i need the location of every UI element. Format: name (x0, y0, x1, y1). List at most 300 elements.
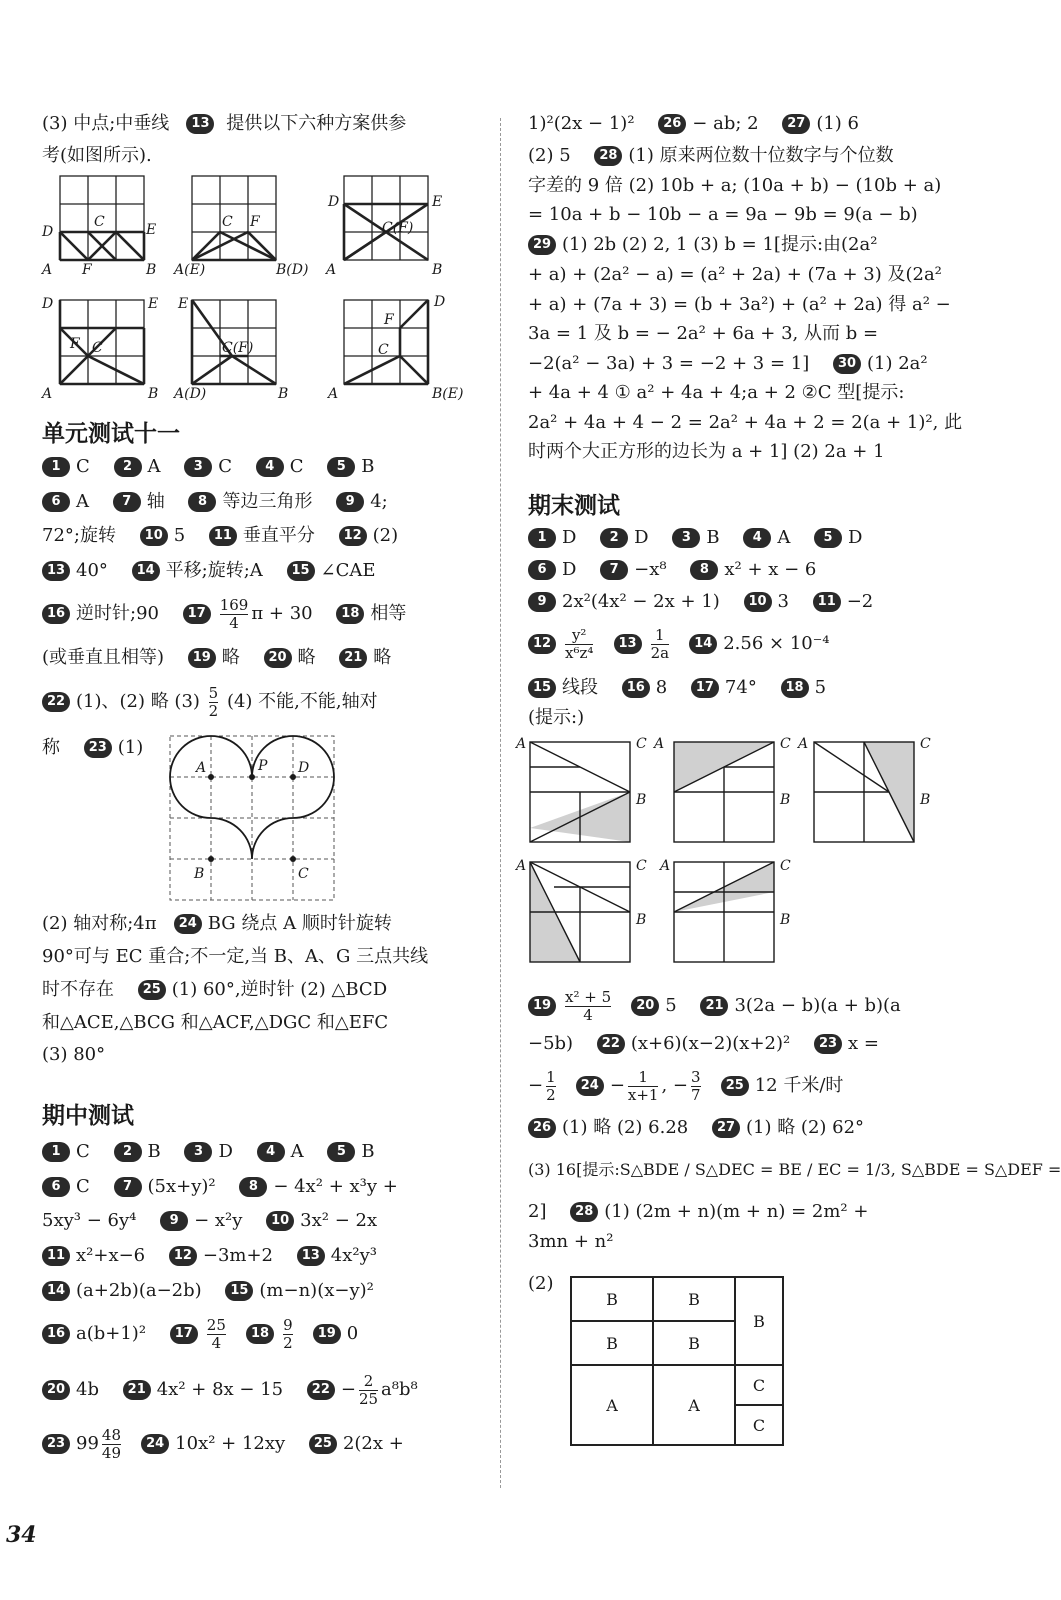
grid-cell: B (571, 1321, 653, 1365)
answer-text: − (609, 1075, 625, 1096)
answer-text: 0 (346, 1323, 359, 1344)
heart-figure (168, 734, 336, 907)
hint-figures (514, 734, 954, 979)
question-number-badge: 30 (833, 354, 861, 374)
question-number-badge: 13 (186, 114, 214, 134)
answer-text: (m−n)(x−y)² (259, 1280, 374, 1301)
answer-row (42, 1175, 398, 1199)
answer-text: x²+x−6 (76, 1245, 146, 1266)
denominator: 2a (650, 643, 670, 662)
question-number-badge: 12 (339, 526, 367, 546)
svg-text:B: B (432, 262, 443, 278)
denominator: 2 (283, 1333, 293, 1352)
svg-text:E: E (432, 194, 443, 210)
question-number-badge: 4 (257, 1142, 285, 1162)
numerator: 9 (283, 1315, 293, 1334)
question-number-badge: 19 (528, 996, 556, 1016)
answer-text: −3m+2 (202, 1245, 274, 1266)
answer-row (528, 352, 928, 376)
question-number-badge: 16 (42, 604, 70, 624)
question-number-badge: 3 (184, 1142, 212, 1162)
svg-text:P: P (258, 758, 268, 774)
answer-text: (1) 略 (2) 62° (745, 1117, 865, 1138)
question-number-badge: 18 (336, 604, 364, 624)
answer-text: D (634, 527, 649, 548)
text-line: 字差的 9 倍 (2) 10b + a; (10a + b) − (10b + a) (528, 175, 942, 196)
svg-text:F: F (384, 312, 394, 328)
answer-text: 时不存在 (42, 979, 114, 1000)
text-line: 90°可与 EC 重合;不一定,当 B、A、G 三点共线 (42, 946, 429, 967)
area-grid-table (570, 1276, 784, 1446)
question-number-badge: 19 (313, 1324, 341, 1344)
answer-text: (或垂直且相等) (42, 647, 165, 668)
answer-text: 2x²(4x² − 2x + 1) (562, 591, 720, 612)
grid-figures-svg (42, 172, 472, 404)
answer-text: D (218, 1141, 233, 1162)
answer-text: −x⁸ (634, 559, 667, 580)
question-number-badge: 9 (160, 1211, 188, 1231)
answer-row (528, 676, 826, 700)
question-number-badge: 20 (42, 1380, 70, 1400)
question-number-badge: 24 (576, 1076, 604, 1096)
answer-row (528, 626, 829, 662)
answer-text: S△BDE / S△DEC = BE / EC = 1/3, S△BDE = S△DEF = (619, 1160, 1061, 1179)
svg-text:C: C (636, 858, 647, 874)
text-line: + 4a + 4 ① a² + 4a + 4;a + 2 ②C 型[提示: (528, 382, 905, 403)
area-grid-figure (570, 1276, 784, 1446)
answer-text: 4x²y³ (330, 1245, 377, 1266)
answer-row (528, 1200, 868, 1224)
answer-row (42, 559, 376, 583)
answer-text: D (848, 527, 863, 548)
answer-text: 40° (76, 560, 108, 581)
text-line: 3a = 1 及 b = − 2a² + 6a + 3, 从而 b = (528, 323, 879, 344)
denominator: x⁶z⁴ (565, 643, 594, 662)
question-number-badge: 7 (113, 492, 141, 512)
denominator: 4 (207, 1334, 226, 1352)
answer-text: 4; (370, 491, 388, 512)
svg-text:C: C (94, 214, 105, 230)
svg-text:A: A (516, 736, 527, 752)
question-number-badge: 12 (528, 634, 556, 654)
question-number-badge: 21 (123, 1380, 151, 1400)
question-number-badge: 21 (700, 996, 728, 1016)
svg-text:A: A (196, 760, 207, 776)
svg-text:B: B (194, 866, 205, 882)
question-number-badge: 25 (309, 1434, 337, 1454)
question-number-badge: 6 (42, 1177, 70, 1197)
question-number-badge: 4 (256, 457, 284, 477)
fraction (102, 1427, 121, 1462)
answer-text: (3) 中点;中垂线 (42, 113, 170, 134)
answer-text: 5 (814, 677, 827, 698)
question-number-badge: 29 (528, 235, 556, 255)
answer-row (42, 1426, 404, 1462)
denominator: 49 (101, 1443, 121, 1462)
numerator: x² + 5 (565, 987, 612, 1006)
answer-text: x² + x − 6 (724, 559, 817, 580)
answer-text: A (76, 491, 89, 512)
numerator: 1 (638, 1067, 648, 1086)
answer-text: B (361, 456, 375, 477)
answer-text: (2) 轴对称;4π (42, 913, 157, 934)
svg-text:A: A (660, 858, 671, 874)
text-line: 时两个大正方形的边长为 a + 1] (2) 2a + 1 (528, 441, 885, 462)
question-number-badge: 23 (814, 1034, 842, 1054)
answer-text: D (562, 559, 577, 580)
answer-text: 线段 (562, 677, 598, 698)
question-number-badge: 2 (114, 457, 142, 477)
answer-text: 平移;旋转;A (165, 560, 263, 581)
question-number-badge: 27 (782, 114, 810, 134)
answer-text: 5 (665, 995, 677, 1016)
answer-text: − ab; 2 (692, 113, 759, 134)
question-number-badge: 6 (528, 560, 556, 580)
answer-row (528, 590, 873, 614)
question-number-badge: 5 (814, 528, 842, 548)
question-number-badge: 6 (42, 492, 70, 512)
answer-row (528, 558, 816, 582)
answer-text: C (76, 1176, 90, 1197)
answer-row (42, 524, 398, 548)
text-line: + a) + (7a + 3) = (b + 3a²) + (a² + 2a) 得 a² − (528, 294, 951, 315)
question-number-badge: 17 (691, 678, 719, 698)
answer-text: 2(2x + (342, 1433, 404, 1454)
text-line (42, 112, 406, 136)
answer-row (42, 1316, 358, 1352)
fraction (565, 627, 593, 662)
question-number-badge: 11 (209, 526, 237, 546)
answer-text: a(b+1)² (76, 1323, 147, 1344)
svg-text:B: B (780, 792, 791, 808)
answer-text: 12 千米/时 (754, 1075, 844, 1096)
answer-text: C (218, 456, 233, 477)
question-number-badge: 9 (336, 492, 364, 512)
question-number-badge: 5 (327, 457, 355, 477)
answer-text: D (562, 527, 577, 548)
answer-text: 略 (297, 647, 316, 668)
svg-text:B(D): B(D) (276, 262, 309, 278)
fraction (283, 1317, 293, 1352)
answer-row (42, 1372, 418, 1408)
fraction (691, 1069, 701, 1104)
text-line: (3) 80° (42, 1044, 106, 1065)
question-number-badge: 21 (339, 648, 367, 668)
answer-text: , − (661, 1075, 689, 1096)
page-number: 34 (6, 1522, 37, 1548)
answer-text: A (147, 456, 161, 477)
question-number-badge: 16 (42, 1324, 70, 1344)
question-number-badge: 17 (183, 604, 211, 624)
grid-cell: C (735, 1365, 783, 1405)
svg-text:C: C (780, 858, 791, 874)
fraction (565, 989, 611, 1024)
svg-text:A: A (326, 262, 337, 278)
answer-row (42, 912, 392, 936)
answer-text: π + 30 (251, 603, 313, 624)
question-number-badge: 18 (781, 678, 809, 698)
answer-text: −2 (846, 591, 874, 612)
question-number-badge: 22 (42, 692, 70, 712)
question-number-badge: 13 (297, 1246, 325, 1266)
answer-text: − (340, 1379, 356, 1400)
svg-text:C(F): C(F) (222, 340, 254, 356)
answer-text: 72°;旋转 (42, 525, 116, 546)
numerator: 1 (655, 625, 665, 644)
answer-text: (x+6)(x−2)(x+2)² (630, 1033, 791, 1054)
text-line: (2) (528, 1273, 554, 1294)
svg-text:A: A (328, 386, 339, 402)
answer-text: x = (847, 1033, 879, 1054)
question-number-badge: 1 (42, 457, 70, 477)
question-number-badge: 15 (225, 1281, 253, 1301)
grid-cell: B (571, 1277, 653, 1321)
answer-text: (2) 5 (528, 145, 571, 166)
answer-text: (3) 16[提示: (528, 1160, 620, 1179)
denominator: 2 (546, 1085, 556, 1104)
answer-text: 略 (221, 647, 240, 668)
svg-text:B: B (636, 792, 647, 808)
answer-text: 8 (655, 677, 668, 698)
question-number-badge: 25 (721, 1076, 749, 1096)
section-title: 期中测试 (42, 1103, 134, 1129)
answer-text: 提供以下六种方案供参 (226, 113, 407, 134)
answer-row (42, 490, 388, 514)
svg-text:B: B (148, 386, 159, 402)
answer-text: (1) 6 (816, 113, 859, 134)
numerator: 48 (101, 1425, 121, 1444)
question-number-badge: 20 (631, 996, 659, 1016)
question-number-badge: 28 (570, 1202, 598, 1222)
denominator: 7 (691, 1085, 701, 1104)
question-number-badge: 28 (594, 146, 622, 166)
answer-text: 5xy³ − 6y⁴ (42, 1210, 137, 1231)
question-number-badge: 23 (84, 738, 112, 758)
answer-text: 逆时针;90 (76, 603, 159, 624)
answer-text: 垂直平分 (242, 525, 315, 546)
answer-row (528, 144, 894, 168)
question-number-badge: 7 (600, 560, 628, 580)
question-number-badge: 13 (614, 634, 642, 654)
denominator: 4 (565, 1006, 611, 1024)
question-number-badge: 3 (184, 457, 212, 477)
svg-text:A: A (42, 386, 53, 402)
answer-text: B (147, 1141, 161, 1162)
answer-text: C (76, 1141, 90, 1162)
answer-text: ∠CAE (320, 560, 376, 581)
svg-text:D: D (42, 296, 54, 312)
fraction (207, 1317, 226, 1352)
answer-text: C (76, 456, 90, 477)
answer-text: (1) (117, 737, 144, 758)
answer-text: 轴 (146, 491, 165, 512)
answer-row (42, 684, 378, 720)
numerator: 25 (206, 1315, 226, 1334)
section-title: 期末测试 (528, 493, 620, 519)
svg-text:B: B (636, 912, 647, 928)
question-number-badge: 12 (169, 1246, 197, 1266)
question-number-badge: 11 (42, 1246, 70, 1266)
svg-text:C: C (92, 340, 103, 356)
answer-text: C (289, 456, 304, 477)
question-number-badge: 15 (287, 561, 315, 581)
question-number-badge: 5 (327, 1142, 355, 1162)
svg-text:D: D (42, 224, 54, 240)
question-number-badge: 15 (528, 678, 556, 698)
answer-row (42, 736, 143, 760)
svg-text:A(D): A(D) (174, 386, 207, 402)
answer-text: 3x² − 2x (300, 1210, 378, 1231)
svg-text:C(F): C(F) (382, 220, 414, 236)
answer-text: B (706, 527, 720, 548)
answer-row (528, 1032, 879, 1056)
grid-cell: A (653, 1365, 735, 1445)
denominator: 2 (208, 701, 219, 720)
hint-figures-svg (514, 734, 954, 974)
question-number-badge: 3 (672, 528, 700, 548)
answer-row (528, 233, 877, 257)
question-number-badge: 17 (170, 1324, 198, 1344)
answer-text: 等边三角形 (222, 491, 313, 512)
svg-text:D: D (298, 760, 310, 776)
fraction (546, 1069, 556, 1104)
question-number-badge: 26 (658, 114, 686, 134)
answer-text: 4x² + 8x − 15 (156, 1379, 284, 1400)
answer-text: − (528, 1075, 544, 1096)
numerator: 169 (219, 595, 249, 614)
fraction (220, 597, 249, 632)
svg-text:C: C (780, 736, 791, 752)
answer-text: 相等 (370, 603, 407, 624)
answer-text: − 4x² + x³y + (273, 1176, 398, 1197)
answer-text: 称 (42, 737, 60, 758)
svg-text:B: B (780, 912, 791, 928)
answer-text: (1) (2m + n)(m + n) = 2m² + (604, 1201, 869, 1222)
answer-text: (4) 不能,不能,轴对 (226, 691, 378, 712)
column-divider (500, 118, 501, 1488)
answer-text: 2.56 × 10⁻⁴ (723, 633, 830, 654)
svg-text:A: A (798, 736, 809, 752)
answer-row (528, 112, 859, 136)
text-line: 3mn + n² (528, 1231, 614, 1252)
answer-text: B (361, 1141, 375, 1162)
solution-figures (42, 172, 472, 409)
section-title: 单元测试十一 (42, 421, 180, 447)
denominator: 4 (220, 614, 249, 632)
answer-text: (1) 60°,逆时针 (2) △BCD (171, 979, 388, 1000)
answer-text: 99 (76, 1433, 99, 1454)
question-number-badge: 10 (266, 1211, 294, 1231)
question-number-badge: 1 (42, 1142, 70, 1162)
text-line: (提示:) (528, 707, 585, 728)
svg-text:E: E (146, 222, 157, 238)
answer-row (528, 988, 901, 1024)
answer-row (42, 596, 406, 632)
answer-row (42, 978, 387, 1002)
answer-text: (1) 2a² (866, 353, 928, 374)
question-number-badge: 8 (188, 492, 216, 512)
question-number-badge: 14 (42, 1281, 70, 1301)
question-number-badge: 13 (42, 561, 70, 581)
answer-row (528, 526, 862, 550)
answer-text: 1)²(2x − 1)² (528, 113, 635, 134)
question-number-badge: 27 (712, 1118, 740, 1138)
grid-cell: B (735, 1277, 783, 1365)
question-number-badge: 4 (743, 528, 771, 548)
svg-text:C: C (920, 736, 931, 752)
svg-text:C: C (636, 736, 647, 752)
fraction (651, 627, 670, 662)
question-number-badge: 14 (689, 634, 717, 654)
question-number-badge: 8 (690, 560, 718, 580)
question-number-badge: 14 (132, 561, 160, 581)
answer-row (528, 1116, 864, 1140)
fraction (209, 685, 219, 720)
answer-text: −5b) (528, 1033, 574, 1054)
answer-text: A (777, 527, 791, 548)
svg-text:A: A (42, 262, 53, 278)
question-number-badge: 22 (597, 1034, 625, 1054)
answer-text: 3 (777, 591, 789, 612)
question-number-badge: 26 (528, 1118, 556, 1138)
answer-row (42, 646, 391, 670)
question-number-badge: 19 (188, 648, 216, 668)
numerator: 5 (208, 683, 219, 702)
svg-text:B(E): B(E) (432, 386, 464, 402)
question-number-badge: 24 (174, 914, 202, 934)
question-number-badge: 23 (42, 1434, 70, 1454)
text-line: 和△ACE,△BCG 和△ACF,△DGC 和△EFC (42, 1012, 389, 1033)
svg-text:C: C (298, 866, 309, 882)
numerator: 3 (691, 1067, 701, 1086)
answer-text: (1)、(2) 略 (3) (76, 691, 200, 712)
answer-row (528, 1068, 843, 1104)
grid-cell: A (571, 1365, 653, 1445)
grid-cell: B (653, 1277, 735, 1321)
question-number-badge: 24 (141, 1434, 169, 1454)
answer-row (42, 1244, 377, 1268)
denominator: x+1 (627, 1085, 659, 1104)
answer-text: (a+2b)(a−2b) (76, 1280, 202, 1301)
answer-text: 2] (528, 1201, 547, 1222)
text-line: 2a² + 4a + 4 − 2 = 2a² + 4a + 2 = 2(a + 1)², 此 (528, 412, 963, 433)
fraction (359, 1373, 378, 1408)
heart-svg (168, 734, 336, 902)
question-number-badge: 2 (600, 528, 628, 548)
answer-text: a⁸b⁸ (381, 1379, 418, 1400)
answer-text: 略 (373, 647, 392, 668)
svg-text:A: A (516, 858, 527, 874)
text-line: + a) + (2a² − a) = (a² + 2a) + (7a + 3) 及(2a² (528, 264, 942, 285)
answer-text: 10x² + 12xy (175, 1433, 286, 1454)
answer-text: (1) 原来两位数十位数字与个位数 (628, 145, 894, 166)
question-number-badge: 22 (307, 1380, 335, 1400)
question-number-badge: 25 (138, 980, 166, 1000)
svg-text:E: E (178, 296, 189, 312)
question-number-badge: 20 (264, 648, 292, 668)
answer-text: (5x+y)² (147, 1176, 216, 1197)
svg-text:B: B (278, 386, 289, 402)
grid-cell: B (653, 1321, 735, 1365)
answer-text: 4b (76, 1379, 99, 1400)
answer-text: (2) (372, 525, 399, 546)
answer-row (42, 1140, 375, 1164)
answer-text: BG 绕点 A 顺时针旋转 (207, 913, 392, 934)
answer-text: (1) 略 (2) 6.28 (562, 1117, 689, 1138)
answer-text: −2(a² − 3a) + 3 = −2 + 3 = 1] (528, 353, 810, 374)
question-number-badge: 18 (246, 1324, 274, 1344)
question-number-badge: 8 (239, 1177, 267, 1197)
